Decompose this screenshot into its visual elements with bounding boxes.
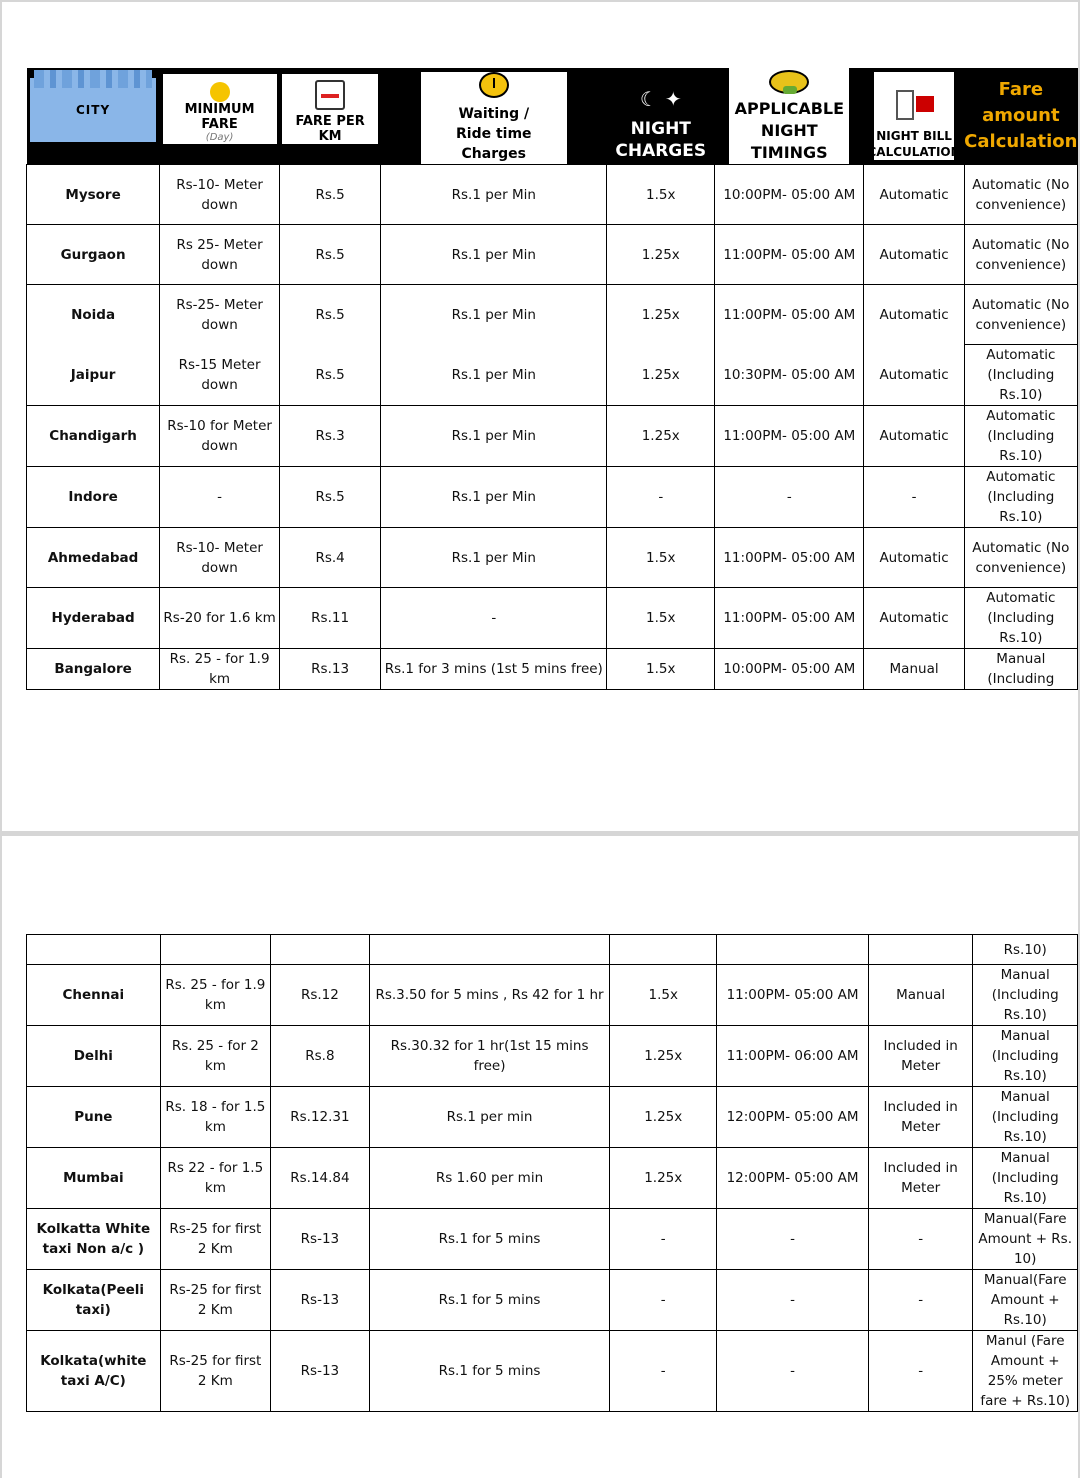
waiting-charges-cell: Rs.1 per Min [381, 528, 607, 588]
city-cell: Kolkata(Peeli taxi) [27, 1270, 161, 1331]
night-charges-cell: 1.25x [607, 225, 715, 285]
minimum-fare-cell: Rs 25- Meter down [160, 225, 280, 285]
minimum-fare-cell: Rs-25 for first 2 Km [160, 1270, 270, 1331]
night-bill-cell: Automatic [864, 588, 964, 649]
waiting-charges-cell: Rs.1 per Min [381, 345, 607, 406]
night-timings-cell [717, 935, 869, 965]
night-timings-cell: - [717, 1331, 869, 1412]
fare-calculation-cell: Automatic (Including Rs.10) [964, 345, 1077, 406]
waiting-charges-cell: Rs.1 per Min [381, 225, 607, 285]
waiting-charges-cell: Rs.1 per Min [381, 285, 607, 345]
fare-calculation-cell: Automatic (Including Rs.10) [964, 588, 1077, 649]
fare-calculation-cell: Manual (Including Rs.10) [973, 1087, 1078, 1148]
night-charges-cell: 1.25x [610, 1087, 717, 1148]
fare-calculation-cell: Manual (Including Rs.10) [973, 1026, 1078, 1087]
fare-per-km-cell: Rs.5 [280, 345, 381, 406]
city-cell: Delhi [27, 1026, 161, 1087]
waiting-charges-cell: Rs.1 for 3 mins (1st 5 mins free) [381, 649, 607, 690]
fare-calculation-cell: Automatic (No convenience) [964, 528, 1077, 588]
night-charges-cell [610, 935, 717, 965]
city-cell: Noida [27, 285, 160, 345]
page-2 [2, 836, 1078, 1478]
city-cell: Gurgaon [27, 225, 160, 285]
header-fare-calculation: Fare amount Calculation [964, 68, 1077, 165]
fare-per-km-cell: Rs.4 [280, 528, 381, 588]
minimum-fare-cell: Rs-20 for 1.6 km [160, 588, 280, 649]
table-row [27, 1026, 1078, 1087]
fare-rows-page-2 [27, 935, 1078, 1412]
header-applicable-night-timings: APPLICABLE NIGHT TIMINGS [715, 68, 864, 165]
table-row [27, 1331, 1078, 1412]
city-cell: Mumbai [27, 1148, 161, 1209]
night-timings-cell: 11:00PM- 05:00 AM [715, 588, 864, 649]
table-row [27, 467, 1078, 528]
night-timings-cell: 12:00PM- 05:00 AM [717, 1087, 869, 1148]
header-waiting-charges: Waiting / Ride time Charges [381, 68, 607, 165]
city-cell: Bangalore [27, 649, 160, 690]
minimum-fare-cell: Rs-10- Meter down [160, 528, 280, 588]
fare-per-km-cell: Rs.5 [280, 225, 381, 285]
fare-per-km-cell: Rs.5 [280, 467, 381, 528]
fare-calculation-cell: Manual (Including Rs.10) [973, 965, 1078, 1026]
night-timings-cell: 10:00PM- 05:00 AM [715, 649, 864, 690]
night-bill-cell: Automatic [864, 165, 964, 225]
table-row [27, 406, 1078, 467]
fare-per-km-cell [271, 935, 370, 965]
header-night-charges: ☾ ✦ NIGHT CHARGES [607, 68, 715, 165]
table-row [27, 649, 1078, 690]
night-charges-cell: 1.25x [607, 285, 715, 345]
sun-icon [210, 82, 230, 102]
waiting-charges-cell: Rs.1 per Min [381, 165, 607, 225]
fare-per-km-cell: Rs-13 [271, 1270, 370, 1331]
fare-per-km-cell: Rs.12 [271, 965, 370, 1026]
page-1 [2, 2, 1078, 831]
city-cell: Indore [27, 467, 160, 528]
table-row [27, 1148, 1078, 1209]
city-cell: Pune [27, 1087, 161, 1148]
bill-device-icon [894, 88, 934, 118]
night-charges-cell: - [610, 1331, 717, 1412]
minimum-fare-cell: Rs. 25 - for 2 km [160, 1026, 270, 1087]
night-timings-cell: 12:00PM- 05:00 AM [717, 1148, 869, 1209]
waiting-charges-cell: Rs.1 for 5 mins [369, 1270, 610, 1331]
table-row [27, 165, 1078, 225]
night-charges-cell: 1.5x [607, 528, 715, 588]
city-cell: Chandigarh [27, 406, 160, 467]
minimum-fare-cell: Rs-10 for Meter down [160, 406, 280, 467]
waiting-charges-cell: Rs.1 for 5 mins [369, 1209, 610, 1270]
fare-per-km-cell: Rs.12.31 [271, 1087, 370, 1148]
minimum-fare-cell: Rs 22 - for 1.5 km [160, 1148, 270, 1209]
city-cell: Ahmedabad [27, 528, 160, 588]
minimum-fare-cell: Rs-25- Meter down [160, 285, 280, 345]
fare-calculation-cell: Automatic (No convenience) [964, 165, 1077, 225]
waiting-charges-cell: Rs.1 per min [369, 1087, 610, 1148]
fare-per-km-cell: Rs.13 [280, 649, 381, 690]
minimum-fare-cell: Rs-10- Meter down [160, 165, 280, 225]
night-bill-cell: Included in Meter [868, 1148, 972, 1209]
night-charges-cell: 1.25x [607, 406, 715, 467]
night-bill-cell: Manual [868, 965, 972, 1026]
night-charges-cell: 1.5x [607, 165, 715, 225]
waiting-charges-cell: - [381, 588, 607, 649]
night-bill-cell: Included in Meter [868, 1026, 972, 1087]
night-timings-cell: - [717, 1270, 869, 1331]
skyline-icon [34, 70, 152, 88]
city-cell: Hyderabad [27, 588, 160, 649]
city-header-image: CITY [30, 78, 156, 142]
night-charges-cell: 1.5x [610, 965, 717, 1026]
fare-per-km-cell: Rs-13 [271, 1209, 370, 1270]
minimum-fare-cell: Rs-25 for first 2 Km [160, 1209, 270, 1270]
fare-calculation-cell: Automatic (No convenience) [964, 285, 1077, 345]
fare-rows-page-1 [27, 165, 1078, 690]
table-row [27, 345, 1078, 406]
night-bill-cell: - [864, 467, 964, 528]
header-minimum-fare: MINIMUM FARE (Day) [160, 68, 280, 165]
fare-per-km-cell: Rs.3 [280, 406, 381, 467]
night-timings-cell: 11:00PM- 05:00 AM [715, 225, 864, 285]
night-bill-cell: Automatic [864, 225, 964, 285]
night-bill-cell: - [868, 1209, 972, 1270]
header-night-bill: NIGHT BILL CALCULATION [864, 68, 964, 165]
waiting-charges-cell: Rs.3.50 for 5 mins , Rs 42 for 1 hr [369, 965, 610, 1026]
city-cell: Mysore [27, 165, 160, 225]
table-row [27, 225, 1078, 285]
city-cell: Kolkata(white taxi A/C) [27, 1331, 161, 1412]
table-row-continuation [27, 935, 1078, 965]
waiting-charges-cell: Rs 1.60 per min [369, 1148, 610, 1209]
night-charges-cell: - [610, 1270, 717, 1331]
minimum-fare-cell: Rs. 25 - for 1.9 km [160, 965, 270, 1026]
night-bill-cell: Manual [864, 649, 964, 690]
night-charges-cell: 1.25x [607, 345, 715, 406]
night-timings-cell: 10:00PM- 05:00 AM [715, 165, 864, 225]
night-timings-cell: 11:00PM- 06:00 AM [717, 1026, 869, 1087]
night-timings-cell: - [715, 467, 864, 528]
night-bill-cell [868, 935, 972, 965]
night-bill-cell: Included in Meter [868, 1087, 972, 1148]
taxi-meter-icon [315, 80, 345, 110]
night-charges-cell: 1.25x [610, 1148, 717, 1209]
fare-calculation-cell: Manual (Including [964, 649, 1077, 690]
minimum-fare-cell: Rs-15 Meter down [160, 345, 280, 406]
header-row [27, 68, 1078, 165]
night-timings-cell: - [717, 1209, 869, 1270]
table-row [27, 285, 1078, 345]
night-bill-cell: Automatic [864, 285, 964, 345]
night-charges-cell: 1.5x [607, 649, 715, 690]
header-fare-per-km: FARE PER KM [280, 68, 381, 165]
minimum-fare-cell: Rs. 18 - for 1.5 km [160, 1087, 270, 1148]
clock-icon [479, 72, 509, 98]
fare-calculation-cell: Manual(Fare Amount + Rs. 10) [973, 1209, 1078, 1270]
city-cell [27, 935, 161, 965]
waiting-charges-cell: Rs.1 per Min [381, 467, 607, 528]
fare-table-page-1 [26, 68, 1078, 690]
fare-calculation-cell: Manual(Fare Amount + Rs.10) [973, 1270, 1078, 1331]
night-timings-cell: 10:30PM- 05:00 AM [715, 345, 864, 406]
minimum-fare-cell: Rs-25 for first 2 Km [160, 1331, 270, 1412]
fare-calculation-cell: Rs.10) [973, 935, 1078, 965]
night-charges-cell: - [610, 1209, 717, 1270]
waiting-charges-cell: Rs.30.32 for 1 hr(1st 15 mins free) [369, 1026, 610, 1087]
fare-calculation-cell: Manual (Including Rs.10) [973, 1148, 1078, 1209]
fare-per-km-cell: Rs.5 [280, 165, 381, 225]
waiting-charges-cell: Rs.1 for 5 mins [369, 1331, 610, 1412]
fare-per-km-cell: Rs.5 [280, 285, 381, 345]
night-bill-cell: Automatic [864, 528, 964, 588]
table-row [27, 1270, 1078, 1331]
night-bill-cell: - [868, 1331, 972, 1412]
fare-calculation-cell: Automatic (Including Rs.10) [964, 406, 1077, 467]
header-city [27, 68, 160, 165]
fare-per-km-cell: Rs.11 [280, 588, 381, 649]
night-timings-cell: 11:00PM- 05:00 AM [717, 965, 869, 1026]
minimum-fare-cell: Rs. 25 - for 1.9 km [160, 649, 280, 690]
night-bill-cell: Automatic [864, 406, 964, 467]
city-cell: Chennai [27, 965, 161, 1026]
night-bill-cell: Automatic [864, 345, 964, 406]
night-timing-icon [769, 70, 809, 94]
waiting-charges-cell: Rs.1 per Min [381, 406, 607, 467]
night-charges-cell: - [607, 467, 715, 528]
table-row [27, 965, 1078, 1026]
fare-calculation-cell: Automatic (No convenience) [964, 225, 1077, 285]
night-bill-cell: - [868, 1270, 972, 1331]
night-timings-cell: 11:00PM- 05:00 AM [715, 285, 864, 345]
fare-per-km-cell: Rs-13 [271, 1331, 370, 1412]
table-row [27, 528, 1078, 588]
table-row [27, 588, 1078, 649]
moon-icon: ☾ ✦ [639, 87, 682, 111]
night-charges-cell: 1.5x [607, 588, 715, 649]
night-timings-cell: 11:00PM- 05:00 AM [715, 406, 864, 467]
night-timings-cell: 11:00PM- 05:00 AM [715, 528, 864, 588]
table-row [27, 1087, 1078, 1148]
minimum-fare-cell [160, 935, 270, 965]
fare-per-km-cell: Rs.8 [271, 1026, 370, 1087]
fare-table-page-2 [26, 934, 1078, 1412]
city-cell: Jaipur [27, 345, 160, 406]
table-row [27, 1209, 1078, 1270]
city-cell: Kolkatta White taxi Non a/c ) [27, 1209, 161, 1270]
fare-calculation-cell: Automatic (Including Rs.10) [964, 467, 1077, 528]
fare-per-km-cell: Rs.14.84 [271, 1148, 370, 1209]
fare-calculation-cell: Manul (Fare Amount + 25% meter fare + Rs.10) [973, 1331, 1078, 1412]
night-charges-cell: 1.25x [610, 1026, 717, 1087]
waiting-charges-cell [369, 935, 610, 965]
minimum-fare-cell: - [160, 467, 280, 528]
